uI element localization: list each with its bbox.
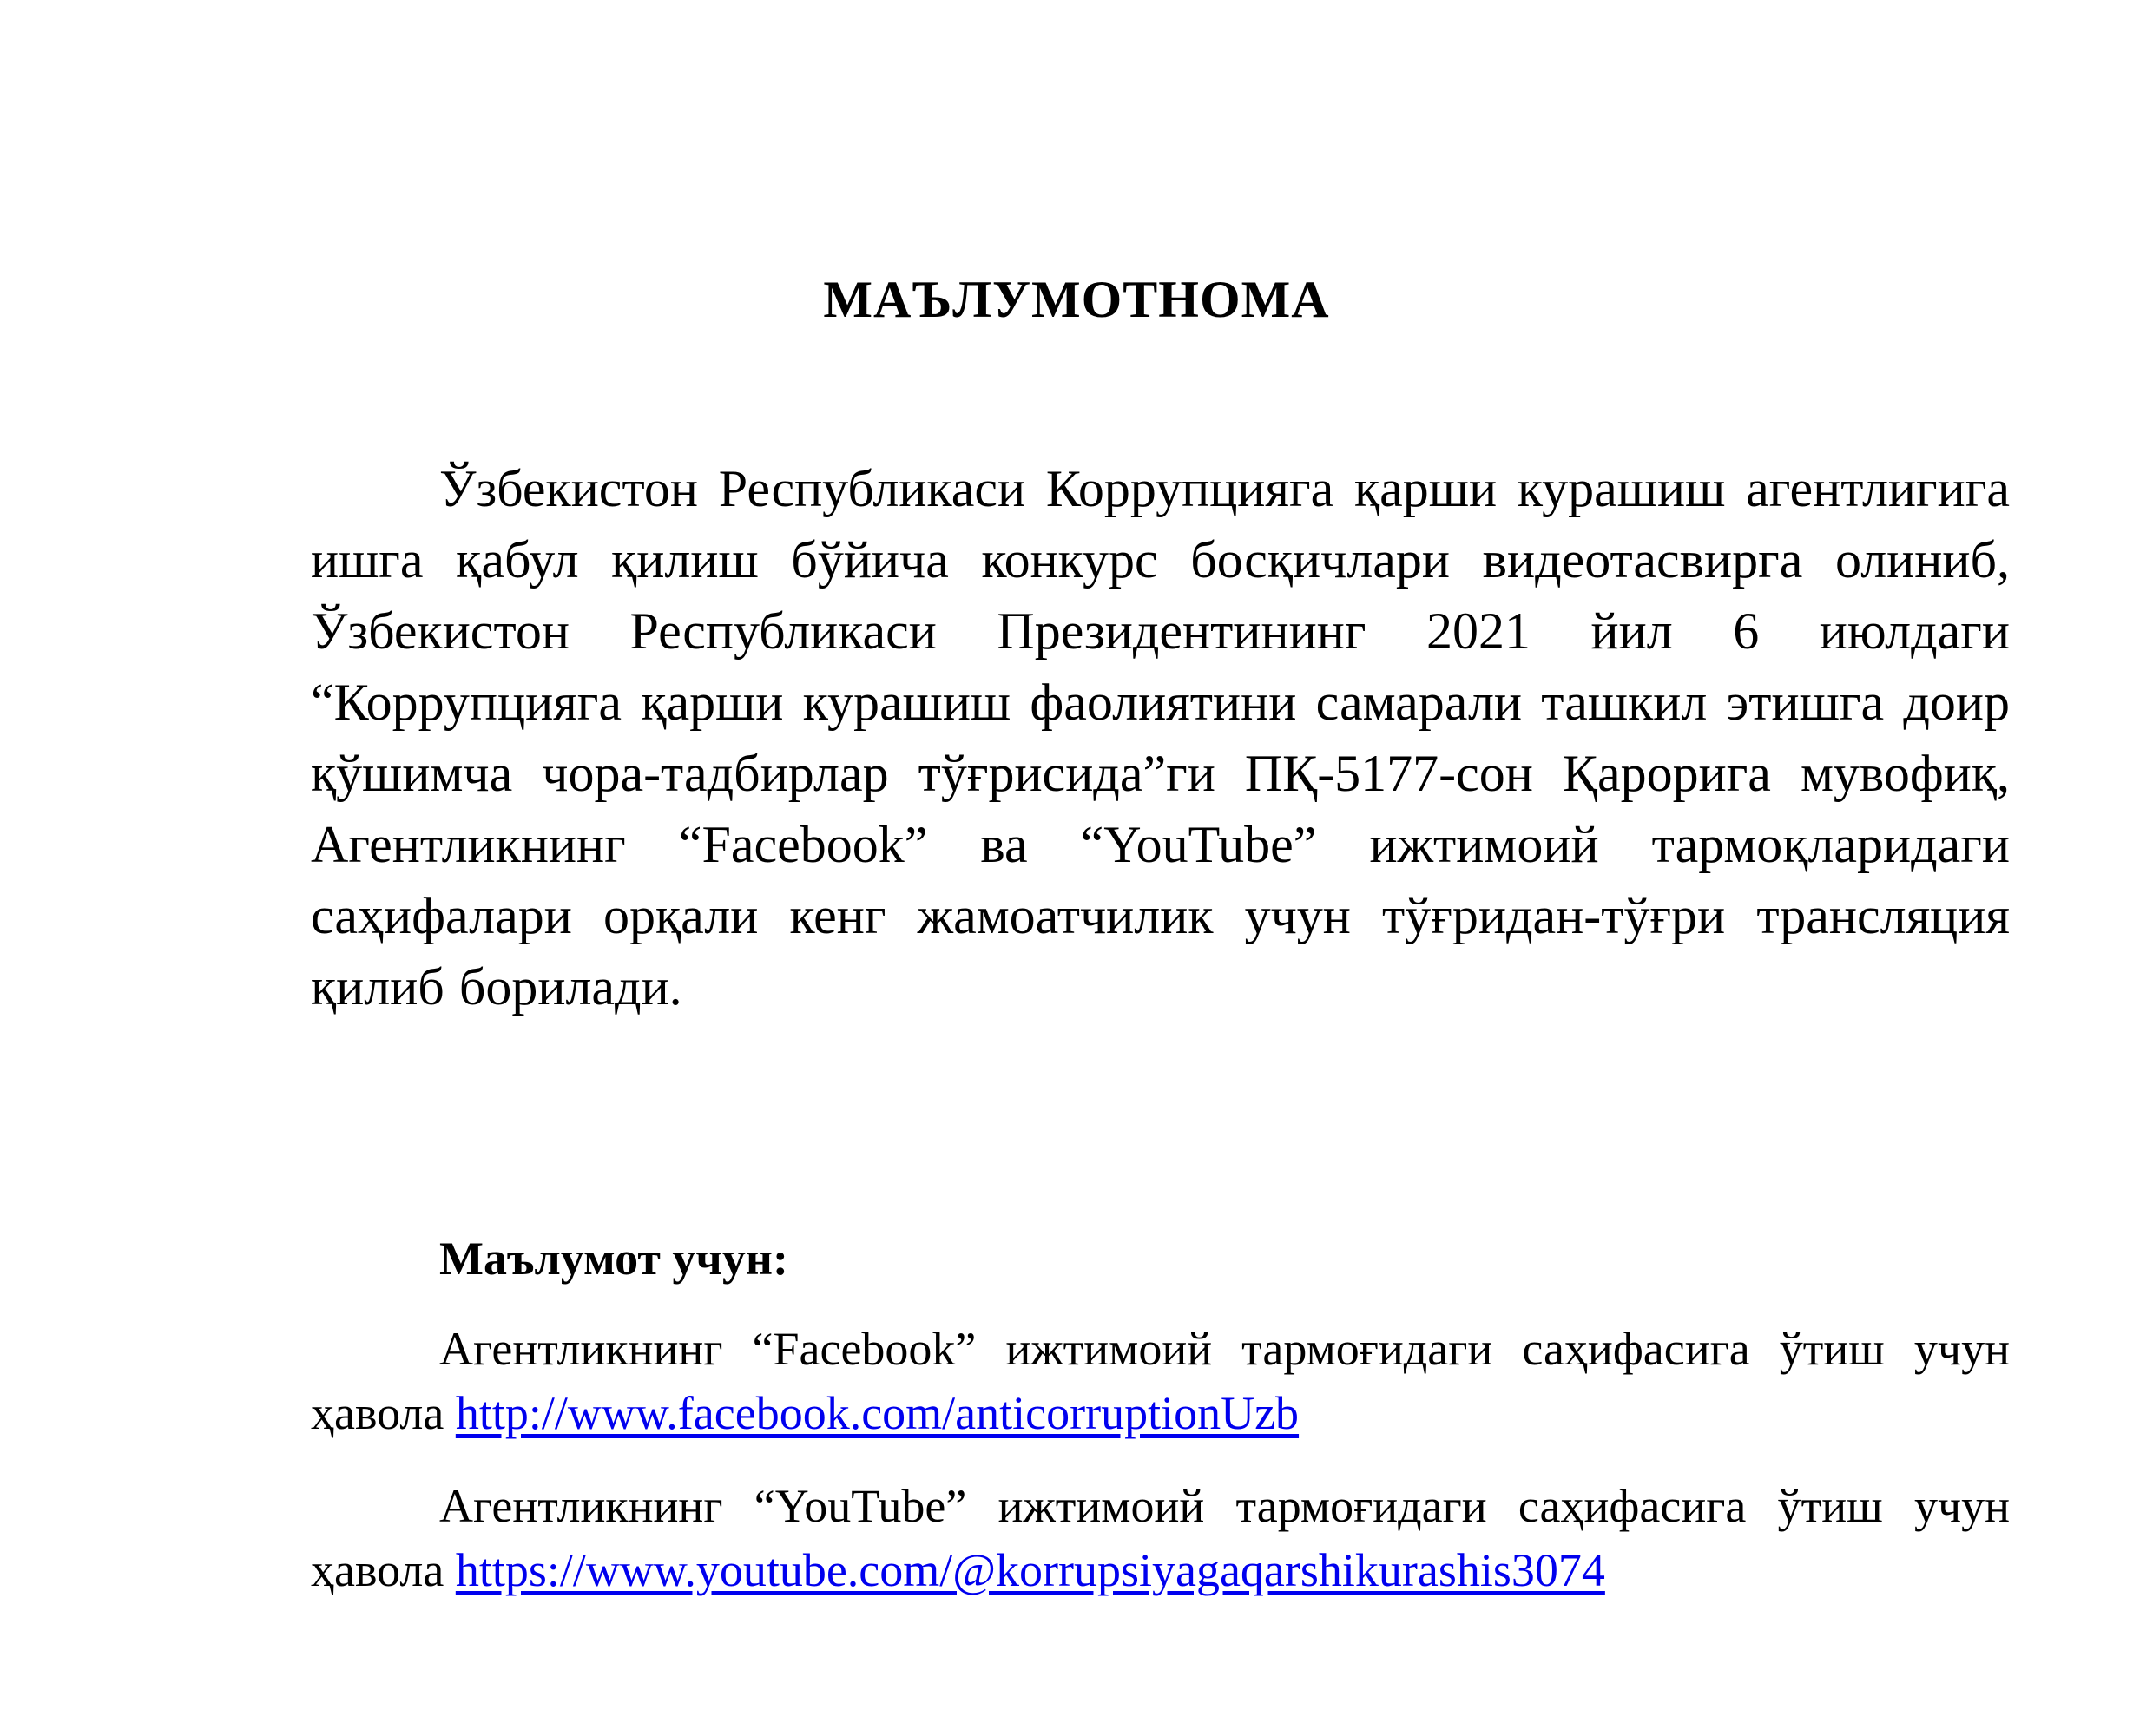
- main-paragraph: Ўзбекистон Республикаси Коррупцияга қарши курашиш агентлигига ишга қабул қилиш бўйича конкурс босқичлари видеотасвирга олиниб, Ўзбекистон Республикаси Президентининг 2021 йил 6 июлдаги “Коррупцияга қарши курашиш фаолиятини самарали ташкил этишга доир қўшимча чора-тадбирлар тўғрисида”ги ПҚ-5177-сон Қарорига мувофиқ, Агентликнинг “Facebook” ва “YouTube” ижтимоий тармоқларидаги саҳифалари орқали кенг жамоатчилик учун тўғридан-тўғри трансляция қилиб борилади.: [311, 460, 2010, 1016]
- facebook-text: Агентликнинг “Facebook” ижтимоий тармоғидаги саҳифасига ўтиш учун ҳавола: [311, 1323, 2010, 1439]
- document-title: МАЪЛУМОТНОМА: [823, 271, 1330, 328]
- youtube-text: Агентликнинг “YouTube” ижтимоий тармоғидаги саҳифасига ўтиш учун ҳавола: [311, 1480, 2010, 1596]
- youtube-paragraph: [311, 1474, 2010, 1602]
- facebook-link[interactable]: http://www.facebook.com/anticorruptionUzb: [455, 1387, 1300, 1439]
- info-heading: Маълумот учун:: [439, 1233, 788, 1285]
- youtube-link[interactable]: https://www.youtube.com/@korrupsiyagaqarshikurashis3074: [455, 1544, 1605, 1596]
- facebook-paragraph: [311, 1317, 2010, 1445]
